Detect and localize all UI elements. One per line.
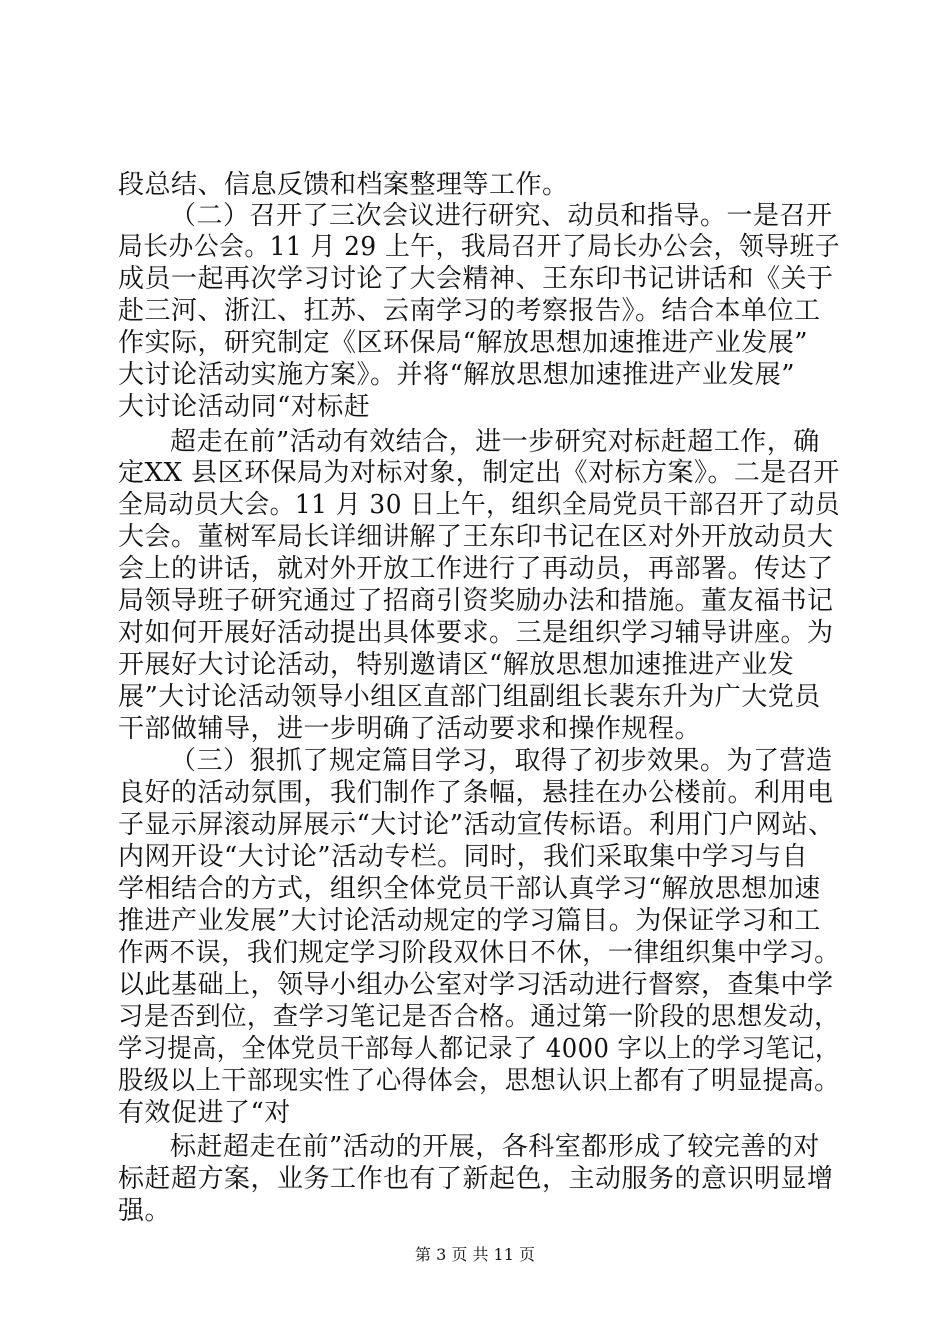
text-line: 学习提高，全体党员干部每人都记录了 4000 字以上的学习笔记，: [118, 1034, 840, 1064]
text-line: 推进产业发展”大讨论活动规定的学习篇目。为保证学习和工: [118, 906, 821, 936]
text-line: 良好的活动氛围，我们制作了条幅，悬挂在办公楼前。利用电: [118, 778, 834, 808]
text-line: 成员一起再次学习讨论了大会精神、王东印书记讲话和《关于: [118, 264, 834, 294]
text-line: 作实际，研究制定《区环保局“解放思想加速推进产业发展”: [118, 328, 809, 358]
text-line: 赴三河、浙江、扛苏、云南学习的考察报告》。结合本单位工: [118, 296, 821, 326]
text-line: （二）召开了三次会议进行研究、动员和指导。一是召开: [170, 201, 833, 231]
text-line: 习是否到位，查学习笔记是否合格。通过第一阶段的思想发动，: [118, 1002, 840, 1032]
text-line: 开展好大讨论活动，特别邀请区“解放思想加速推进产业发: [118, 650, 795, 680]
text-line: 学相结合的方式，组织全体党员干部认真学习“解放思想加速: [118, 874, 821, 904]
text-line: 大讨论活动同“对标赶: [118, 392, 371, 422]
text-line: 局领导班子研究通过了招商引资奖励办法和措施。董友福书记: [118, 586, 834, 616]
page-number-footer: 第 3 页 共 11 页: [415, 1245, 535, 1264]
text-line: 大会。董树军局长详细讲解了王东印书记在区对外开放动员大: [118, 522, 834, 552]
text-line: 段总结、信息反馈和档案整理等工作。: [118, 170, 569, 200]
text-line: 会上的讲话，就对外开放工作进行了再动员，再部署。传达了: [118, 554, 834, 584]
text-line: 干部做辅导，进一步明确了活动要求和操作规程。: [118, 714, 702, 744]
text-line: 子显示屏滚动屏展示“大讨论”活动宣传标语。利用门户网站、: [118, 810, 835, 840]
text-line: 有效促进了“对: [118, 1098, 291, 1128]
text-line: 对如何开展好活动提出具体要求。三是组织学习辅导讲座。为: [118, 618, 834, 648]
text-line: 局长办公会。11 月 29 上午，我局召开了局长办公会，领导班子: [118, 232, 840, 262]
text-line: 强。: [118, 1196, 172, 1226]
text-line: 作两不误，我们规定学习阶段双休日不休，一律组织集中学习。: [118, 938, 840, 968]
text-line: 大讨论活动实施方案》。并将“解放思想加速推进产业发展”: [118, 360, 796, 390]
text-line: 全局动员大会。11 月 30 日上午，组织全局党员干部召开了动员: [118, 490, 840, 520]
text-line: 股级以上干部现实性了心得体会，思想认识上都有了明显提高。: [118, 1066, 840, 1096]
text-line: 定XX 县区环保局为对标对象，制定出《对标方案》。二是召开: [118, 458, 840, 488]
text-line: 内网开设“大讨论”活动专栏。同时，我们采取集中学习与自: [118, 842, 809, 872]
text-line: 标赶超走在前”活动的开展，各科室都形成了较完善的对: [170, 1132, 820, 1162]
text-line: 标赶超方案，业务工作也有了新起色，主动服务的意识明显增: [118, 1164, 834, 1194]
text-line: 以此基础上，领导小组办公室对学习活动进行督察，查集中学: [118, 970, 834, 1000]
text-line: （三）狠抓了规定篇目学习，取得了初步效果。为了营造: [170, 746, 833, 776]
text-line: 展”大讨论活动领导小组区直部门组副组长裴东升为广大党员: [118, 682, 821, 712]
text-line: 超走在前”活动有效结合，进一步研究对标赶超工作，确: [170, 427, 820, 457]
